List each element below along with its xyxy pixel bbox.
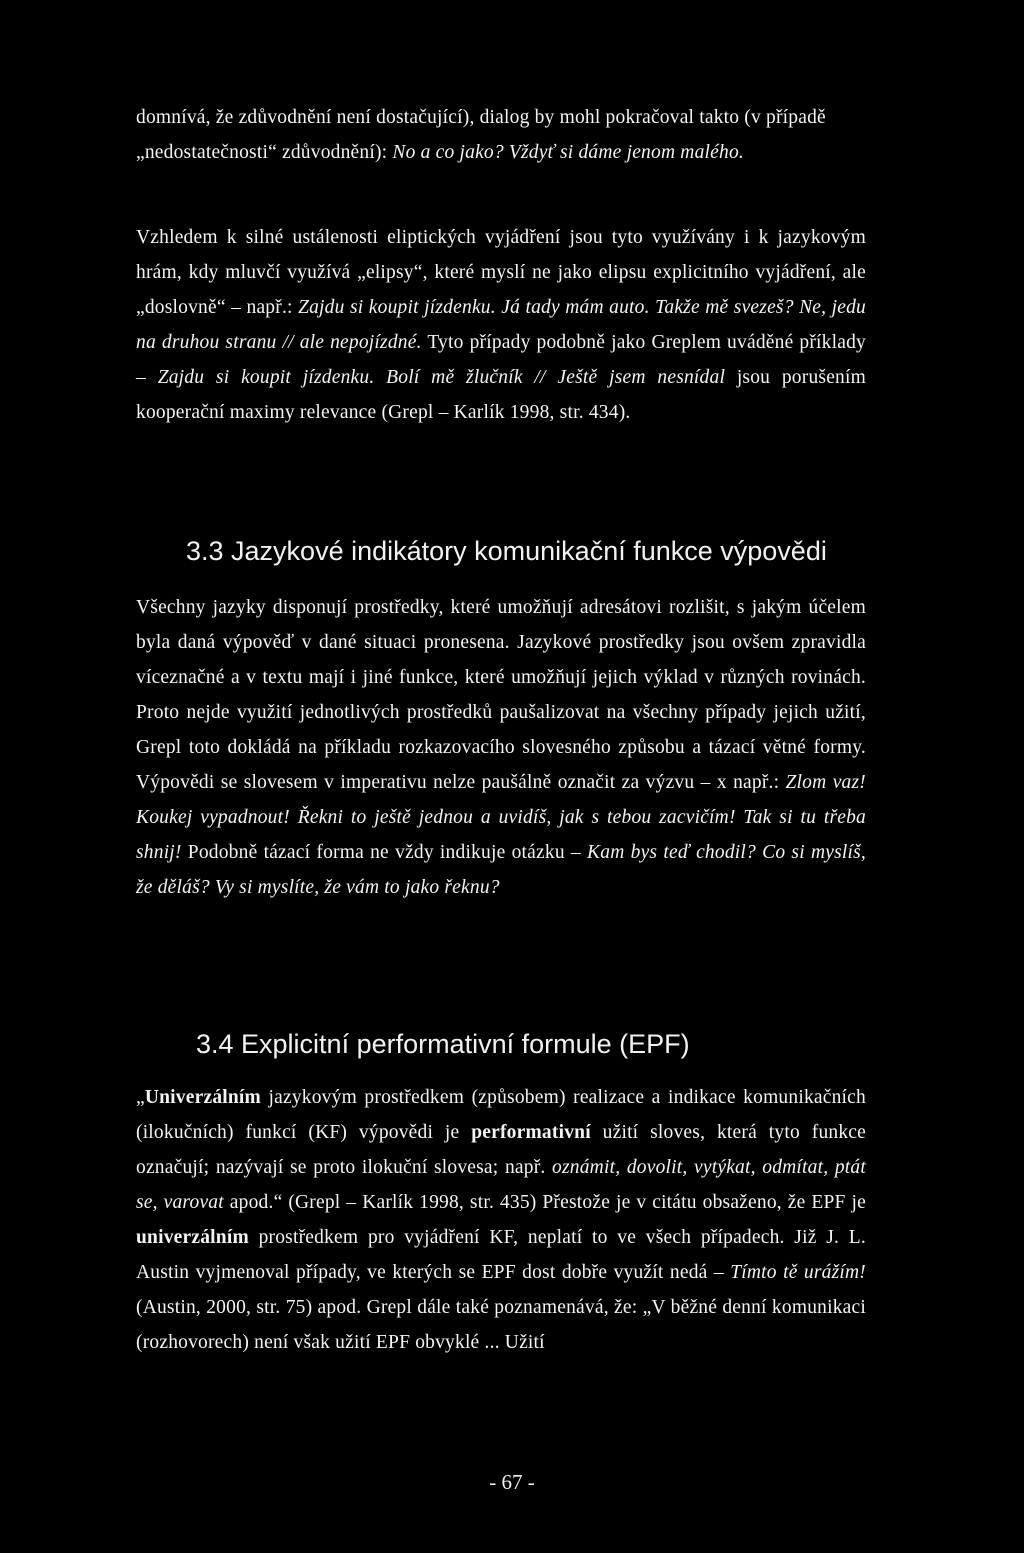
text-segment: Vzhledem k silné ustálenosti eliptických vyjádření jsou tyto využívány i k jazykovým hrám, kdy mluvčí využívá „elipsy“, které myslí ne jako elipsu explicitního vyjádření, ale „doslovně“ – např.: [136,227,866,318]
text-segment: jsou porušením kooperační maximy relevance (Grepl – Karlík 1998, str. 434). [136,367,866,423]
text-segment: Univerzálním [144,1087,261,1108]
text-segment: Kam bys teď chodil? Co si myslíš, že děláš? Vy si myslíte, že vám to jako řeknu? [136,842,867,898]
paragraph-elliptic-expressions [136,220,866,430]
text-segment: Tímto tě urážím! [730,1262,866,1283]
text-segment: performativní [471,1122,591,1143]
text-segment: (Austin, 2000, str. 75) apod. Grepl dále také poznamenává, že: „V běžné denní komunikaci (rozhovorech) není však užití EPF obvyklé ... Užití [136,1297,866,1353]
section-heading-3-3: 3.3 Jazykové indikátory komunikační funkce výpovědi [186,536,827,566]
text-segment: užití sloves, která tyto funkce označují; nazývají se proto ilokuční slovesa; např. [136,1122,867,1178]
text-segment: Zajdu si koupit jízdenku. Bolí mě žlučník // Ještě jsem nesnídal [157,367,726,388]
text-segment: No a co jako? Vždyť si dáme jenom malého. [392,142,744,163]
page-number: - 67 - [489,1470,535,1494]
text-segment: Podobně tázací forma ne vždy indikuje otázku – [181,842,588,863]
text-segment: „ [136,1087,145,1108]
text-segment: prostředkem pro vyjádření KF, neplatí to ve všech případech. Již J. L. Austin vyjmenoval případy, ve kterých se EPF dost dobře využít nedá – [136,1227,866,1283]
paragraph-epf-definition [136,1080,866,1360]
text-segment: oznámit, dovolit, vytýkat, odmítat, ptát se, varovat [136,1157,866,1213]
text-segment: Zajdu si koupit jízdenku. Já tady mám auto. Takže mě svezeš? Ne, jedu na druhou stranu // ale nepojízdné. [136,297,866,353]
text-segment: univerzálním [136,1227,249,1248]
text-segment: Zlom vaz! Koukej vypadnout! Řekni to ještě jednou a uvidíš, jak s tebou zacvičím! Tak si tu třeba shnij! [136,772,866,863]
text-segment: Tyto případy podobně jako Greplem uváděné příklady – [136,332,867,388]
paragraph-dialog-continuation [136,100,866,170]
text-segment: jazykovým prostředkem (způsobem) realizace a indikace komunikačních (ilokučních) funkcí (KF) výpovědi je [136,1087,866,1143]
section-heading-3-4: 3.4 Explicitní performativní formule (EPF) [196,1029,690,1059]
text-segment: Všechny jazyky disponují prostředky, které umožňují adresátovi rozlišit, s jakým účelem byla daná výpověď v dané situaci pronesena. Jazykové prostředky jsou ovšem zpravidla víceznačné a v textu mají i jiné funkce, které umožňují jejich výklad v různých rovinách. Proto nejde využití jednotlivých prostředků paušalizovat na všechny případy jejich užití, Grepl toto dokládá na příkladu rozkazovacího slovesného způsobu a tázací větné formy. Výpovědi se slovesem v imperativu nelze paušálně označit za výzvu – x např.: [136,597,866,793]
text-segment: apod.“ (Grepl – Karlík 1998, str. 435) Přestože je v citátu obsaženo, že EPF je [223,1192,866,1213]
paragraph-language-indicators [136,590,866,905]
text-segment: domnívá, že zdůvodnění není dostačující), dialog by mohl pokračoval takto (v případě „nedostatečnosti“ zdůvodnění): [136,107,826,163]
